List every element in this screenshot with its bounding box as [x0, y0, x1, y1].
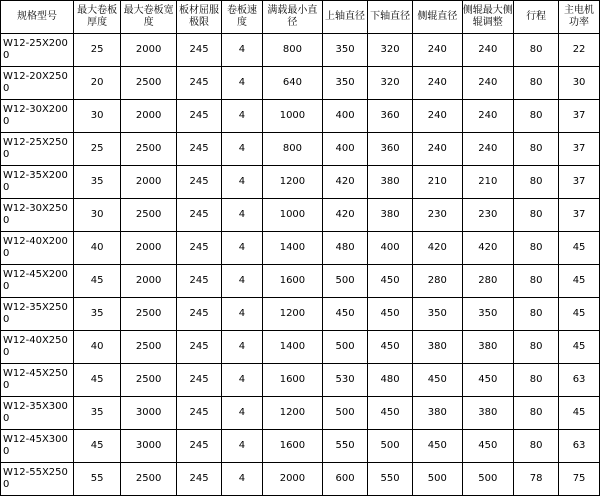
cell-roll-speed: 4 — [222, 364, 263, 397]
cell-side-roll-diameter: 240 — [413, 34, 462, 67]
cell-yield-limit: 245 — [177, 298, 222, 331]
cell-roll-speed: 4 — [222, 298, 263, 331]
cell-upper-shaft-diameter: 500 — [322, 331, 367, 364]
cell-min-diameter: 800 — [262, 34, 322, 67]
cell-model: W12-55X2500 — [1, 463, 74, 496]
cell-roll-speed: 4 — [222, 331, 263, 364]
cell-upper-shaft-diameter: 480 — [322, 232, 367, 265]
table-row — [1, 298, 600, 331]
cell-stroke: 80 — [514, 232, 559, 265]
cell-upper-shaft-diameter: 420 — [322, 199, 367, 232]
cell-upper-shaft-diameter: 350 — [322, 67, 367, 100]
cell-side-roll-diameter: 380 — [413, 331, 462, 364]
table-row — [1, 100, 600, 133]
cell-lower-shaft-diameter: 450 — [368, 298, 413, 331]
cell-lower-shaft-diameter: 360 — [368, 100, 413, 133]
cell-max-width: 2500 — [121, 364, 177, 397]
cell-max-width: 2500 — [121, 331, 177, 364]
cell-max-thickness: 35 — [73, 298, 120, 331]
cell-motor-power: 45 — [559, 232, 600, 265]
table-row — [1, 463, 600, 496]
cell-max-thickness: 30 — [73, 100, 120, 133]
cell-model: W12-30X2500 — [1, 199, 74, 232]
header-cell-max-width: 最大卷板宽度 — [121, 1, 177, 34]
cell-upper-shaft-diameter: 530 — [322, 364, 367, 397]
cell-motor-power: 45 — [559, 331, 600, 364]
cell-upper-shaft-diameter: 450 — [322, 298, 367, 331]
cell-side-roll-max-adjust: 240 — [462, 133, 514, 166]
cell-min-diameter: 1000 — [262, 199, 322, 232]
header-cell-upper-shaft-diameter: 上轴直径 — [322, 1, 367, 34]
cell-model: W12-40X2500 — [1, 331, 74, 364]
cell-side-roll-diameter: 450 — [413, 430, 462, 463]
cell-upper-shaft-diameter: 420 — [322, 166, 367, 199]
cell-model: W12-40X2000 — [1, 232, 74, 265]
cell-roll-speed: 4 — [222, 463, 263, 496]
cell-roll-speed: 4 — [222, 397, 263, 430]
cell-lower-shaft-diameter: 500 — [368, 430, 413, 463]
cell-motor-power: 75 — [559, 463, 600, 496]
cell-stroke: 80 — [514, 298, 559, 331]
header-cell-roll-speed: 卷板速度 — [222, 1, 263, 34]
cell-stroke: 80 — [514, 265, 559, 298]
cell-motor-power: 45 — [559, 397, 600, 430]
cell-lower-shaft-diameter: 380 — [368, 199, 413, 232]
cell-side-roll-diameter: 500 — [413, 463, 462, 496]
cell-side-roll-diameter: 280 — [413, 265, 462, 298]
cell-min-diameter: 2000 — [262, 463, 322, 496]
cell-max-width: 2000 — [121, 232, 177, 265]
cell-yield-limit: 245 — [177, 133, 222, 166]
cell-stroke: 80 — [514, 199, 559, 232]
cell-roll-speed: 4 — [222, 34, 263, 67]
cell-stroke: 80 — [514, 397, 559, 430]
cell-min-diameter: 800 — [262, 133, 322, 166]
cell-side-roll-max-adjust: 280 — [462, 265, 514, 298]
table-row — [1, 232, 600, 265]
cell-side-roll-diameter: 350 — [413, 298, 462, 331]
cell-max-width: 2500 — [121, 67, 177, 100]
header-cell-side-roll-max-adjust: 侧辊最大侧辊调整 — [462, 1, 514, 34]
cell-model: W12-25X2500 — [1, 133, 74, 166]
cell-max-thickness: 30 — [73, 199, 120, 232]
cell-max-width: 2000 — [121, 34, 177, 67]
cell-upper-shaft-diameter: 400 — [322, 133, 367, 166]
cell-yield-limit: 245 — [177, 232, 222, 265]
cell-model: W12-45X3000 — [1, 430, 74, 463]
cell-stroke: 80 — [514, 331, 559, 364]
cell-motor-power: 63 — [559, 430, 600, 463]
table-row — [1, 199, 600, 232]
cell-max-thickness: 45 — [73, 430, 120, 463]
cell-motor-power: 37 — [559, 100, 600, 133]
cell-lower-shaft-diameter: 450 — [368, 397, 413, 430]
header-cell-side-roll-diameter: 侧辊直径 — [413, 1, 462, 34]
cell-model: W12-25X2000 — [1, 34, 74, 67]
cell-min-diameter: 1400 — [262, 331, 322, 364]
table-row — [1, 166, 600, 199]
header-cell-yield-limit: 板材屈服极限 — [177, 1, 222, 34]
header-cell-max-thickness: 最大卷板厚度 — [73, 1, 120, 34]
cell-max-thickness: 35 — [73, 397, 120, 430]
cell-yield-limit: 245 — [177, 331, 222, 364]
cell-motor-power: 63 — [559, 364, 600, 397]
cell-upper-shaft-diameter: 550 — [322, 430, 367, 463]
cell-max-thickness: 25 — [73, 133, 120, 166]
cell-yield-limit: 245 — [177, 199, 222, 232]
cell-model: W12-35X2500 — [1, 298, 74, 331]
cell-stroke: 80 — [514, 34, 559, 67]
header-cell-model: 规格型号 — [1, 1, 74, 34]
cell-max-width: 2500 — [121, 133, 177, 166]
cell-stroke: 80 — [514, 67, 559, 100]
cell-stroke: 80 — [514, 100, 559, 133]
cell-yield-limit: 245 — [177, 463, 222, 496]
cell-min-diameter: 1200 — [262, 397, 322, 430]
cell-roll-speed: 4 — [222, 133, 263, 166]
header-cell-motor-power: 主电机功率 — [559, 1, 600, 34]
cell-motor-power: 30 — [559, 67, 600, 100]
cell-side-roll-diameter: 420 — [413, 232, 462, 265]
cell-max-width: 2500 — [121, 199, 177, 232]
cell-motor-power: 45 — [559, 298, 600, 331]
cell-lower-shaft-diameter: 450 — [368, 331, 413, 364]
cell-min-diameter: 640 — [262, 67, 322, 100]
cell-yield-limit: 245 — [177, 67, 222, 100]
cell-motor-power: 37 — [559, 199, 600, 232]
cell-yield-limit: 245 — [177, 397, 222, 430]
cell-side-roll-diameter: 380 — [413, 397, 462, 430]
cell-yield-limit: 245 — [177, 166, 222, 199]
cell-stroke: 80 — [514, 133, 559, 166]
cell-side-roll-max-adjust: 210 — [462, 166, 514, 199]
cell-roll-speed: 4 — [222, 199, 263, 232]
cell-yield-limit: 245 — [177, 100, 222, 133]
cell-lower-shaft-diameter: 450 — [368, 265, 413, 298]
table-row — [1, 364, 600, 397]
cell-model: W12-35X2000 — [1, 166, 74, 199]
cell-roll-speed: 4 — [222, 67, 263, 100]
cell-side-roll-max-adjust: 240 — [462, 67, 514, 100]
cell-min-diameter: 1400 — [262, 232, 322, 265]
cell-lower-shaft-diameter: 360 — [368, 133, 413, 166]
header-cell-min-diameter: 满载最小直径 — [262, 1, 322, 34]
cell-side-roll-diameter: 240 — [413, 133, 462, 166]
cell-side-roll-max-adjust: 450 — [462, 364, 514, 397]
cell-side-roll-diameter: 450 — [413, 364, 462, 397]
cell-roll-speed: 4 — [222, 232, 263, 265]
cell-lower-shaft-diameter: 380 — [368, 166, 413, 199]
cell-roll-speed: 4 — [222, 265, 263, 298]
cell-side-roll-max-adjust: 500 — [462, 463, 514, 496]
cell-max-thickness: 25 — [73, 34, 120, 67]
cell-model: W12-45X2500 — [1, 364, 74, 397]
cell-lower-shaft-diameter: 400 — [368, 232, 413, 265]
cell-side-roll-max-adjust: 420 — [462, 232, 514, 265]
cell-min-diameter: 1600 — [262, 364, 322, 397]
cell-max-width: 2500 — [121, 463, 177, 496]
cell-min-diameter: 1600 — [262, 265, 322, 298]
cell-max-width: 3000 — [121, 397, 177, 430]
table-row — [1, 34, 600, 67]
cell-upper-shaft-diameter: 500 — [322, 265, 367, 298]
cell-side-roll-max-adjust: 380 — [462, 397, 514, 430]
cell-upper-shaft-diameter: 600 — [322, 463, 367, 496]
cell-stroke: 80 — [514, 364, 559, 397]
cell-side-roll-max-adjust: 240 — [462, 34, 514, 67]
header-row — [1, 1, 600, 34]
cell-max-thickness: 45 — [73, 265, 120, 298]
cell-model: W12-20X2500 — [1, 67, 74, 100]
cell-max-thickness: 40 — [73, 331, 120, 364]
cell-side-roll-diameter: 240 — [413, 67, 462, 100]
table-row — [1, 133, 600, 166]
cell-max-thickness: 35 — [73, 166, 120, 199]
cell-min-diameter: 1200 — [262, 166, 322, 199]
cell-yield-limit: 245 — [177, 364, 222, 397]
cell-yield-limit: 245 — [177, 265, 222, 298]
cell-max-width: 2000 — [121, 100, 177, 133]
header-cell-lower-shaft-diameter: 下轴直径 — [368, 1, 413, 34]
cell-side-roll-max-adjust: 350 — [462, 298, 514, 331]
cell-model: W12-45X2000 — [1, 265, 74, 298]
cell-upper-shaft-diameter: 400 — [322, 100, 367, 133]
cell-roll-speed: 4 — [222, 166, 263, 199]
header-cell-stroke: 行程 — [514, 1, 559, 34]
cell-max-thickness: 55 — [73, 463, 120, 496]
cell-motor-power: 22 — [559, 34, 600, 67]
cell-min-diameter: 1200 — [262, 298, 322, 331]
cell-model: W12-30X2000 — [1, 100, 74, 133]
cell-side-roll-max-adjust: 380 — [462, 331, 514, 364]
table-body — [1, 34, 600, 496]
cell-lower-shaft-diameter: 550 — [368, 463, 413, 496]
cell-side-roll-max-adjust: 230 — [462, 199, 514, 232]
table-row — [1, 397, 600, 430]
cell-model: W12-35X3000 — [1, 397, 74, 430]
cell-roll-speed: 4 — [222, 100, 263, 133]
cell-upper-shaft-diameter: 500 — [322, 397, 367, 430]
table-row — [1, 265, 600, 298]
table-row — [1, 430, 600, 463]
cell-yield-limit: 245 — [177, 430, 222, 463]
cell-max-width: 3000 — [121, 430, 177, 463]
cell-max-width: 2000 — [121, 166, 177, 199]
cell-side-roll-max-adjust: 450 — [462, 430, 514, 463]
cell-min-diameter: 1000 — [262, 100, 322, 133]
cell-motor-power: 37 — [559, 166, 600, 199]
cell-side-roll-diameter: 240 — [413, 100, 462, 133]
cell-side-roll-diameter: 230 — [413, 199, 462, 232]
cell-min-diameter: 1600 — [262, 430, 322, 463]
table-row — [1, 331, 600, 364]
cell-max-thickness: 45 — [73, 364, 120, 397]
cell-lower-shaft-diameter: 320 — [368, 67, 413, 100]
table-row — [1, 67, 600, 100]
cell-stroke: 80 — [514, 166, 559, 199]
cell-lower-shaft-diameter: 320 — [368, 34, 413, 67]
cell-upper-shaft-diameter: 350 — [322, 34, 367, 67]
cell-yield-limit: 245 — [177, 34, 222, 67]
cell-max-thickness: 20 — [73, 67, 120, 100]
cell-lower-shaft-diameter: 480 — [368, 364, 413, 397]
table-header — [1, 1, 600, 34]
cell-roll-speed: 4 — [222, 430, 263, 463]
cell-max-thickness: 40 — [73, 232, 120, 265]
cell-side-roll-diameter: 210 — [413, 166, 462, 199]
cell-max-width: 2500 — [121, 298, 177, 331]
cell-motor-power: 45 — [559, 265, 600, 298]
cell-stroke: 78 — [514, 463, 559, 496]
cell-max-width: 2000 — [121, 265, 177, 298]
cell-side-roll-max-adjust: 240 — [462, 100, 514, 133]
cell-motor-power: 37 — [559, 133, 600, 166]
cell-stroke: 80 — [514, 430, 559, 463]
